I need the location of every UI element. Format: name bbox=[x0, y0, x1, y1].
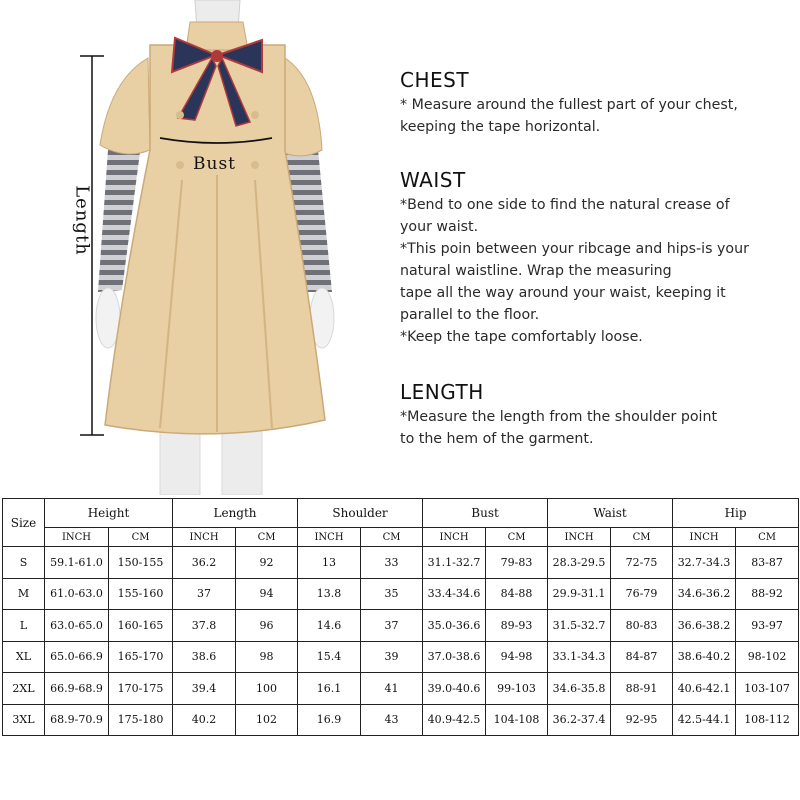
length-title: LENGTH bbox=[400, 380, 484, 404]
table-cell: 14.6 bbox=[298, 610, 361, 642]
table-cell: 65.0-66.9 bbox=[45, 641, 109, 673]
table-cell: 88-92 bbox=[736, 578, 799, 610]
table-cell: 36.2-37.4 bbox=[548, 704, 611, 736]
table-cell: 92-95 bbox=[611, 704, 673, 736]
unit-header-cm: CM bbox=[236, 528, 298, 547]
table-cell: 84-88 bbox=[486, 578, 548, 610]
table-cell: 66.9-68.9 bbox=[45, 673, 109, 705]
table-row bbox=[3, 704, 799, 736]
size-cell: M bbox=[3, 578, 45, 610]
table-cell: 41 bbox=[361, 673, 423, 705]
table-cell: 94 bbox=[236, 578, 298, 610]
table-cell: 40.6-42.1 bbox=[673, 673, 736, 705]
table-cell: 165-170 bbox=[109, 641, 173, 673]
waist-line: parallel to the floor. bbox=[400, 307, 540, 323]
unit-header-inch: INCH bbox=[548, 528, 611, 547]
table-cell: 99-103 bbox=[486, 673, 548, 705]
table-row bbox=[3, 641, 799, 673]
table-cell: 13 bbox=[298, 547, 361, 579]
table-cell: 68.9-70.9 bbox=[45, 704, 109, 736]
table-cell: 98-102 bbox=[736, 641, 799, 673]
size-cell: S bbox=[3, 547, 45, 579]
table-cell: 42.5-44.1 bbox=[673, 704, 736, 736]
table-cell: 35 bbox=[361, 578, 423, 610]
chest-title: CHEST bbox=[400, 68, 470, 92]
waist-line: *Keep the tape comfortably loose. bbox=[400, 329, 643, 345]
table-cell: 13.8 bbox=[298, 578, 361, 610]
table-cell: 80-83 bbox=[611, 610, 673, 642]
chest-line: keeping the tape horizontal. bbox=[400, 119, 601, 135]
table-cell: 16.1 bbox=[298, 673, 361, 705]
table-cell: 170-175 bbox=[109, 673, 173, 705]
bust-label: Bust bbox=[193, 154, 236, 174]
group-header-shoulder: Shoulder bbox=[298, 499, 423, 528]
group-header-height: Height bbox=[45, 499, 173, 528]
table-cell: 61.0-63.0 bbox=[45, 578, 109, 610]
table-cell: 155-160 bbox=[109, 578, 173, 610]
table-cell: 43 bbox=[361, 704, 423, 736]
group-header-row bbox=[3, 499, 799, 528]
unit-header-cm: CM bbox=[361, 528, 423, 547]
table-cell: 15.4 bbox=[298, 641, 361, 673]
table-cell: 102 bbox=[236, 704, 298, 736]
dress-drawing bbox=[0, 0, 390, 495]
table-cell: 39 bbox=[361, 641, 423, 673]
table-cell: 31.1-32.7 bbox=[423, 547, 486, 579]
table-cell: 104-108 bbox=[486, 704, 548, 736]
waist-title: WAIST bbox=[400, 168, 466, 192]
table-cell: 40.9-42.5 bbox=[423, 704, 486, 736]
table-cell: 16.9 bbox=[298, 704, 361, 736]
table-cell: 98 bbox=[236, 641, 298, 673]
table-cell: 92 bbox=[236, 547, 298, 579]
waist-line: your waist. bbox=[400, 219, 479, 235]
table-cell: 89-93 bbox=[486, 610, 548, 642]
table-cell: 28.3-29.5 bbox=[548, 547, 611, 579]
table-cell: 37.0-38.6 bbox=[423, 641, 486, 673]
table-cell: 40.2 bbox=[173, 704, 236, 736]
unit-header-cm: CM bbox=[109, 528, 173, 547]
table-row bbox=[3, 578, 799, 610]
size-chart-table bbox=[2, 498, 799, 736]
group-header-length: Length bbox=[173, 499, 298, 528]
table-cell: 79-83 bbox=[486, 547, 548, 579]
table-cell: 175-180 bbox=[109, 704, 173, 736]
length-label: Length bbox=[71, 185, 93, 256]
table-cell: 72-75 bbox=[611, 547, 673, 579]
waist-line: natural waistline. Wrap the measuring bbox=[400, 263, 672, 279]
table-cell: 32.7-34.3 bbox=[673, 547, 736, 579]
table-cell: 88-91 bbox=[611, 673, 673, 705]
table-cell: 39.0-40.6 bbox=[423, 673, 486, 705]
length-line: to the hem of the garment. bbox=[400, 431, 594, 447]
unit-header-cm: CM bbox=[486, 528, 548, 547]
unit-header-row bbox=[3, 528, 799, 547]
table-cell: 39.4 bbox=[173, 673, 236, 705]
table-cell: 34.6-36.2 bbox=[673, 578, 736, 610]
size-cell: XL bbox=[3, 641, 45, 673]
table-cell: 63.0-65.0 bbox=[45, 610, 109, 642]
table-cell: 108-112 bbox=[736, 704, 799, 736]
group-header-hip: Hip bbox=[673, 499, 799, 528]
unit-header-cm: CM bbox=[736, 528, 799, 547]
waist-section bbox=[400, 168, 749, 348]
table-cell: 31.5-32.7 bbox=[548, 610, 611, 642]
length-section bbox=[400, 380, 717, 450]
table-cell: 35.0-36.6 bbox=[423, 610, 486, 642]
group-header-waist: Waist bbox=[548, 499, 673, 528]
unit-header-inch: INCH bbox=[673, 528, 736, 547]
group-header-bust: Bust bbox=[423, 499, 548, 528]
waist-line: *This poin between your ribcage and hips-is your bbox=[400, 241, 749, 257]
table-row bbox=[3, 673, 799, 705]
table-cell: 150-155 bbox=[109, 547, 173, 579]
size-cell: 3XL bbox=[3, 704, 45, 736]
table-row bbox=[3, 610, 799, 642]
unit-header-inch: INCH bbox=[298, 528, 361, 547]
table-cell: 38.6-40.2 bbox=[673, 641, 736, 673]
table-cell: 96 bbox=[236, 610, 298, 642]
table-cell: 34.6-35.8 bbox=[548, 673, 611, 705]
length-line: *Measure the length from the shoulder point bbox=[400, 409, 718, 425]
table-cell: 160-165 bbox=[109, 610, 173, 642]
table-cell: 94-98 bbox=[486, 641, 548, 673]
table-cell: 37 bbox=[361, 610, 423, 642]
unit-header-inch: INCH bbox=[45, 528, 109, 547]
table-row bbox=[3, 547, 799, 579]
table-cell: 36.2 bbox=[173, 547, 236, 579]
table-cell: 36.6-38.2 bbox=[673, 610, 736, 642]
table-cell: 33.4-34.6 bbox=[423, 578, 486, 610]
table-cell: 84-87 bbox=[611, 641, 673, 673]
size-cell: 2XL bbox=[3, 673, 45, 705]
size-header: Size bbox=[3, 499, 45, 547]
waist-line: *Bend to one side to find the natural crease of bbox=[400, 197, 730, 213]
unit-header-inch: INCH bbox=[423, 528, 486, 547]
size-cell: L bbox=[3, 610, 45, 642]
dress-illustration bbox=[0, 0, 390, 495]
table-cell: 38.6 bbox=[173, 641, 236, 673]
table-cell: 76-79 bbox=[611, 578, 673, 610]
table-cell: 83-87 bbox=[736, 547, 799, 579]
table-cell: 59.1-61.0 bbox=[45, 547, 109, 579]
unit-header-cm: CM bbox=[611, 528, 673, 547]
table-cell: 103-107 bbox=[736, 673, 799, 705]
table-cell: 33 bbox=[361, 547, 423, 579]
table-cell: 37 bbox=[173, 578, 236, 610]
chest-line: * Measure around the fullest part of your chest, bbox=[400, 97, 738, 113]
table-cell: 29.9-31.1 bbox=[548, 578, 611, 610]
table-cell: 33.1-34.3 bbox=[548, 641, 611, 673]
table-cell: 93-97 bbox=[736, 610, 799, 642]
waist-line: tape all the way around your waist, keeping it bbox=[400, 285, 726, 301]
table-cell: 37.8 bbox=[173, 610, 236, 642]
unit-header-inch: INCH bbox=[173, 528, 236, 547]
table-cell: 100 bbox=[236, 673, 298, 705]
chest-section bbox=[400, 68, 738, 138]
